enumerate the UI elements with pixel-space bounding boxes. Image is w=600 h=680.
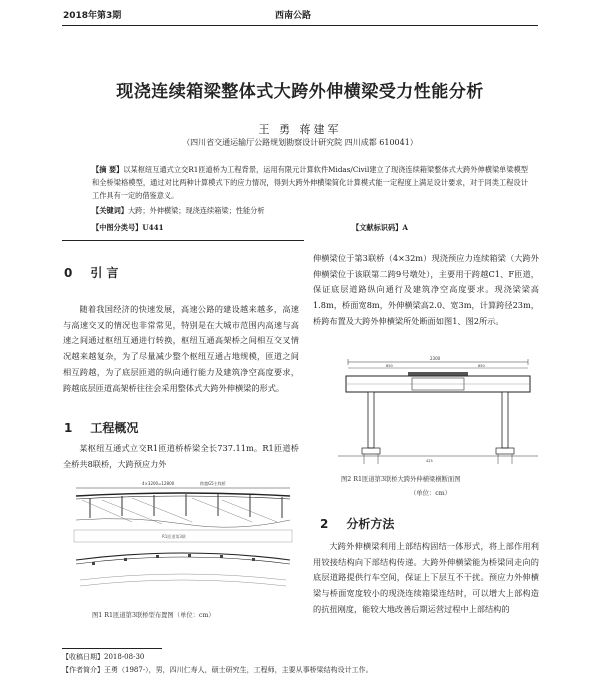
figure-2-caption: 图2 R1匝道第3联桥大跨外伸横梁横断面图 (341, 476, 461, 483)
keywords-label: 【关键词】 (92, 206, 128, 215)
section-0-number: 0 (64, 266, 73, 280)
figure-1-caption: 图1 R1匝道第3联桥型布置图（单位：cm） (92, 612, 215, 619)
authors: 王 勇 蒋建军 (258, 123, 342, 136)
clc-number: 【中图分类号】U441 (92, 223, 164, 232)
keywords (92, 206, 528, 216)
section-2-title: 分析方法 (346, 517, 395, 531)
overview-paragraph: 某枢纽互通式立交R1匝道桥桥梁全长737.11m。R1匝道桥全桥共8联桥，大跨预应力外 (63, 443, 299, 469)
abstract-text: 以某枢纽互通式立交R1匝道桥为工程背景，运用有限元计算软件Midas/Civil建立了现浇连续箱梁整体式大跨外伸横梁单梁模型和全桥梁格模型，通过对比两种计算模式下的应力情况，得到大跨外伸横梁简化计算模式能一定程度上满足设计要求，对于同类工程设计工作具有一定的借鉴意义。 (92, 165, 528, 200)
section-1-title: 工程概况 (90, 421, 139, 435)
method-paragraph: 大跨外伸横梁利用上部结构固结一体形式，将上部作用利用铰接结构向下部结构传递。大跨外伸横梁能为桥梁同走向的底层道路提供行车空间，保证上下层互不干扰。预应力外伸横梁与桥面宽度较小的现浇连续箱梁连结时，可以增大上部构造的抗扭刚度，能较大地改善后期运营过程中上部结构的 (313, 541, 539, 614)
section-0-title: 引 言 (90, 266, 119, 280)
fig1-span-label: 4×3200=12800 (142, 481, 175, 486)
intro-paragraph: 随着我国经济的快速发展，高速公路的建设越来越多，高速与高速交叉的情况也非常常见，特别是在大城市范围内高速与高速之间通过枢纽互通进行转换，枢纽互通高架桥之间相互交叉情况越来越复杂，为了尽量减少整个枢纽互通占地规模，匝道之间相互跨越，为了底层匝道的纵向通行能力及建筑净空高度要求，跨越底层匝道高架桥往往会采用整体式大跨外伸横梁的形式。 (63, 304, 299, 393)
affiliation: （四川省交通运输厅公路规划勘察设计研究院 四川成都 610041） (182, 138, 418, 147)
fig1-cross-label: 跨越G5主线桥 (200, 481, 226, 486)
figure-2-unit: （单位：cm） (410, 490, 451, 497)
section-2-number: 2 (320, 517, 329, 531)
fig2-half-dim-left: 850 (386, 364, 393, 368)
section-1-heading (64, 419, 138, 436)
journal-name: 西南公路 (275, 11, 312, 21)
abstract (92, 163, 528, 202)
figure-1-bridge-layout (72, 476, 294, 604)
received-date: 【收稿日期】2018-08-30 (62, 653, 145, 661)
project-paragraph: 伸横梁位于第3联桥（4×32m）现浇预应力连续箱梁（大跨外伸横梁位于该联第二跨9号墩处），主要用于跨越C1、F匝道，保证底层道路纵向通行及建筑净空高度要求。现浇梁梁高1.8m，桥面宽8m，外伸横梁高2.0、宽3m，计算跨径23m，桥跨布置及大跨外伸横梁所处断面如图1、图2所示。 (313, 253, 539, 326)
fig1-unit-label: R1匝道第3联 (162, 534, 186, 539)
fig2-base-dim: 425 (426, 459, 433, 463)
footnote-rule (62, 648, 162, 649)
figure-2-cross-section (338, 356, 538, 466)
section-0-heading (64, 264, 119, 281)
author-info: 【作者简介】王勇（1987-），男，四川仁寿人，硕士研究生，工程师，主要从事桥梁结构设计工作。 (62, 666, 373, 674)
section-2-heading (320, 515, 394, 532)
document-code: 【文献标识码】A (352, 223, 408, 232)
issue-label: 2018年第3期 (63, 11, 122, 21)
fig2-half-dim-right: 850 (478, 364, 485, 368)
keywords-text: 大跨；外伸横梁；现浇连续箱梁；性能分析 (127, 206, 265, 215)
fig2-span-dim: 2300 (430, 356, 441, 361)
abstract-rule (62, 240, 304, 241)
abstract-label: 【摘 要】 (92, 165, 124, 174)
paper-title: 现浇连续箱梁整体式大跨外伸横梁受力性能分析 (116, 82, 484, 102)
section-1-number: 1 (64, 421, 73, 435)
header-rule (62, 25, 538, 26)
